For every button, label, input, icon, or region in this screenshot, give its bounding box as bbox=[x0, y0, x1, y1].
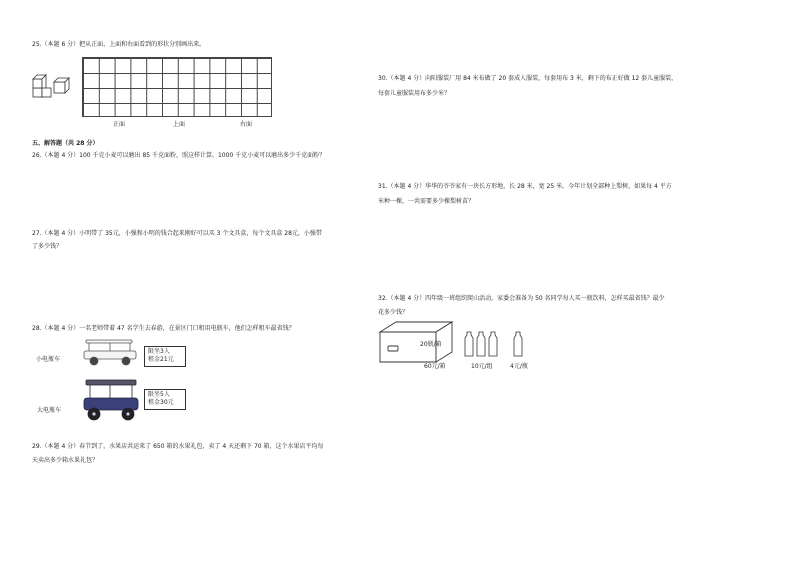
single-price-label: 4元/瓶 bbox=[510, 363, 528, 370]
big-car-label: 大电瓶车 bbox=[37, 407, 62, 414]
single-bottle-figure bbox=[512, 330, 526, 358]
q32-line2: 花多少钱？ bbox=[378, 309, 409, 316]
view-label-top: 上面 bbox=[173, 121, 186, 128]
small-car-label: 小电瓶车 bbox=[36, 356, 61, 363]
small-car-info-box bbox=[144, 346, 186, 367]
view-label-front: 正面 bbox=[113, 121, 126, 128]
q31-line2: 米种一棵，一共需要多少棵梨树苗？ bbox=[378, 198, 475, 205]
small-car-fee: 租金21元 bbox=[148, 356, 174, 363]
q27-line2: 了多少钱？ bbox=[32, 243, 63, 250]
drink-box-figure bbox=[378, 318, 456, 364]
drawing-grid bbox=[82, 57, 272, 117]
q29-line1: 29.（本题 4 分）春节到了，水果店共运来了 650 箱的水果礼包，卖了 4 天还剩下 70 箱，这个水果店平均每 bbox=[32, 443, 324, 450]
big-car-capacity: 限坐5人 bbox=[148, 391, 170, 398]
q25-text: 25.（本题 6 分）把从正面、上面和右面看到的形状分别画出来。 bbox=[32, 41, 206, 48]
q32-line1: 32.（本题 4 分）四年级一班组织爬山活动，家委会准备为 50 名同学每人买一瓶饮料，怎样买最省钱？最少 bbox=[378, 295, 665, 302]
q26-text: 26.（本题 4 分）100 千克小麦可以磨出 85 千克面粉，照这样计算，1000 千克小麦可以磨出多少千克面粉？ bbox=[32, 152, 326, 159]
small-cart-icon bbox=[80, 338, 140, 368]
section-heading: 五、解答题（共 28 分） bbox=[32, 140, 99, 147]
q31-line1: 31.（本题 4 分）华华的爷爷家有一块长方形地，长 28 米，宽 25 米。今年计划全部种上梨树，如果每 4 平方 bbox=[378, 183, 672, 190]
box-price-label: 60元/箱 bbox=[424, 363, 446, 370]
bottle-group-figure bbox=[463, 330, 503, 358]
big-car-info-box bbox=[144, 389, 186, 410]
group-price-label: 10元/组 bbox=[471, 363, 493, 370]
q30-line2: 每套儿童服装用布多少米？ bbox=[378, 90, 451, 97]
q27-line1: 27.（本题 4 分）小明带了 35元，小强和小明的钱合起来刚好可以买 3 个文具盒，每个文具盒 28元，小强带 bbox=[32, 230, 322, 237]
big-car-fee: 租金30元 bbox=[148, 399, 174, 406]
cube-stack-figure bbox=[30, 74, 72, 104]
box-count-label: 20瓶/箱 bbox=[420, 341, 442, 348]
q28-text: 28.（本题 4 分）一名老师带着 47 名学生去春游，在景区门口租用电瓶车，他们怎样租车最省钱？ bbox=[32, 325, 295, 332]
q29-line2: 天卖出多少箱水果礼包？ bbox=[32, 457, 99, 464]
q30-line1: 30.（本题 4 分）向阳服装厂用 84 米布做了 20 套成人服装，每套用布 3 米，剩下的布正好做 12 套儿童服装， bbox=[378, 75, 678, 82]
small-car-capacity: 限坐3人 bbox=[148, 348, 170, 355]
view-label-right: 右面 bbox=[240, 121, 253, 128]
big-cart-icon bbox=[80, 378, 142, 424]
